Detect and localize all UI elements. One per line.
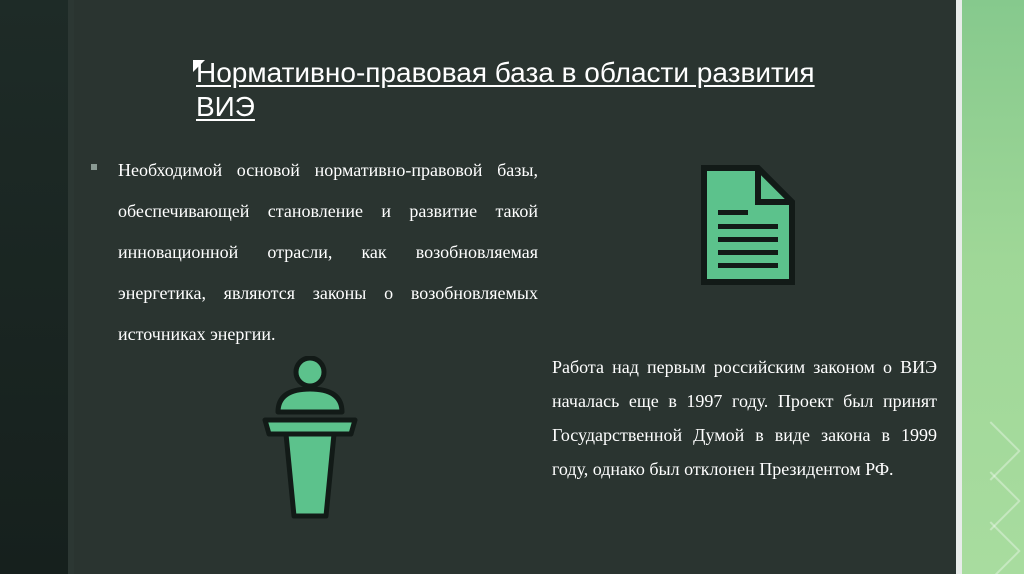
left-dark-strip xyxy=(0,0,68,574)
right-green-strip xyxy=(962,0,1024,574)
speaker-podium-icon xyxy=(262,356,362,527)
body-paragraph-2: Работа над первым российским законом о ВИЭ началась еще в 1997 году. Проект был принят Государственной Думой в виде закона в 1999 году, однако был отклонен Президентом РФ. xyxy=(552,357,937,479)
body-paragraph-1: Необходимой основой нормативно-правовой базы, обеспечивающей становление и развитие такой инновационной отрасли, как возобновляемая энергетика, являются законы о возобновляемых источниках энергии. xyxy=(118,160,538,344)
document-icon xyxy=(698,162,798,293)
decorative-chevron xyxy=(962,521,1021,574)
slide-title: Нормативно-правовая база в области развития ВИЭ xyxy=(196,57,815,122)
bullet-marker xyxy=(91,164,97,170)
